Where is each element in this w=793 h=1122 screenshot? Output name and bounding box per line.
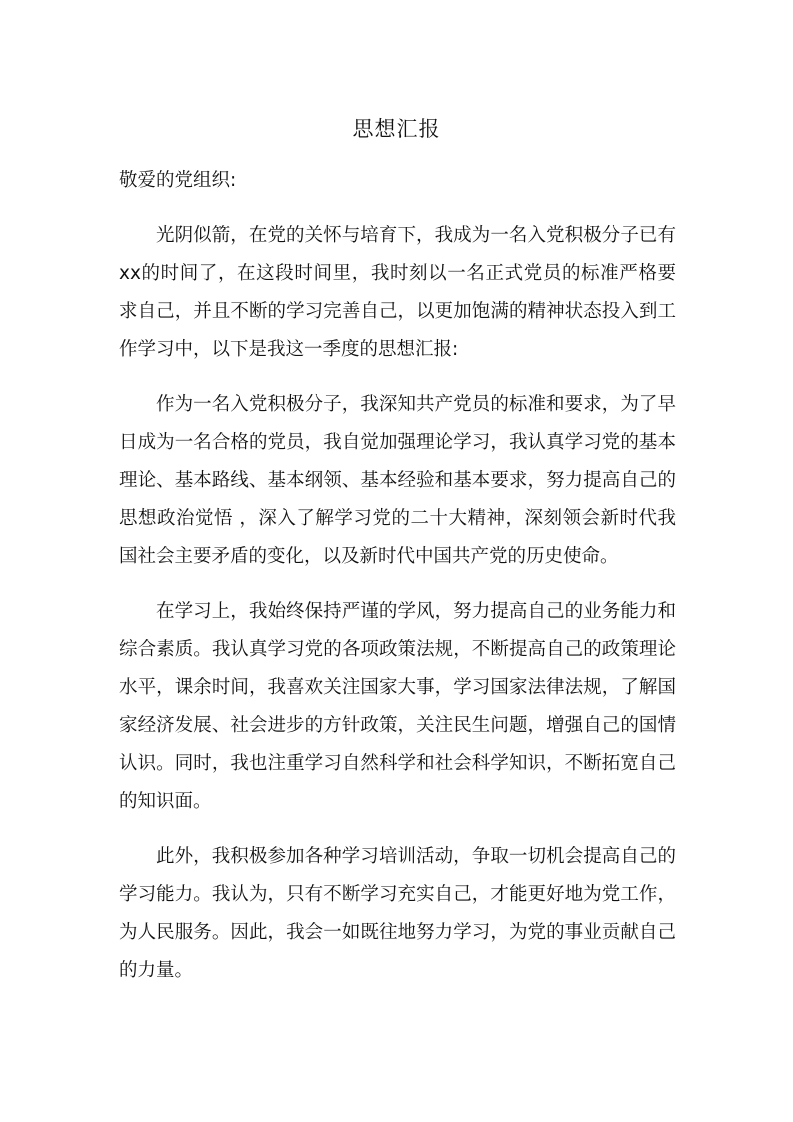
paragraph-3: 在学习上，我始终保持严谨的学风，努力提高自己的业务能力和综合素质。我认真学习党的各项政策法规，不断提高自己的政策理论水平，课余时间，我喜欢关注国家大事，学习国家法律法规，了解国家经济发展、社会进步的方针政策，关注民生问题，增强自己的国情认识。同时，我也注重学习自然科学和社会科学知识，不断拓宽自己的知识面。: [119, 601, 676, 812]
paragraph-2: 作为一名入党积极分子，我深知共产党员的标准和要求，为了早日成为一名合格的党员，我自觉加强理论学习，我认真学习党的基本理论、基本路线、基本纲领、基本经验和基本要求，努力提高自己的思想政治觉悟 ，深入了解学习党的二十大精神，深刻领会新时代我国社会主要矛盾的变化，以及新时代中国共产党的历史使命。: [119, 394, 676, 567]
salutation: 敬爱的党组织:: [119, 170, 237, 191]
document-title: 思想汇报: [352, 117, 441, 141]
paragraph-1: 光阴似箭，在党的关怀与培育下，我成为一名入党积极分子已有xx的时间了，在这段时间里，我时刻以一名正式党员的标准严格要求自己，并且不断的学习完善自己，以更加饱满的精神状态投入到工作学习中，以下是我这一季度的思想汇报:: [119, 225, 676, 360]
paragraph-4: 此外，我积极参加各种学习培训活动，争取一切机会提高自己的学习能力。我认为，只有不断学习充实自己，才能更好地为党工作，为人民服务。因此，我会一如既往地努力学习，为党的事业贡献自己的力量。: [119, 846, 676, 981]
document-body: [119, 162, 676, 990]
